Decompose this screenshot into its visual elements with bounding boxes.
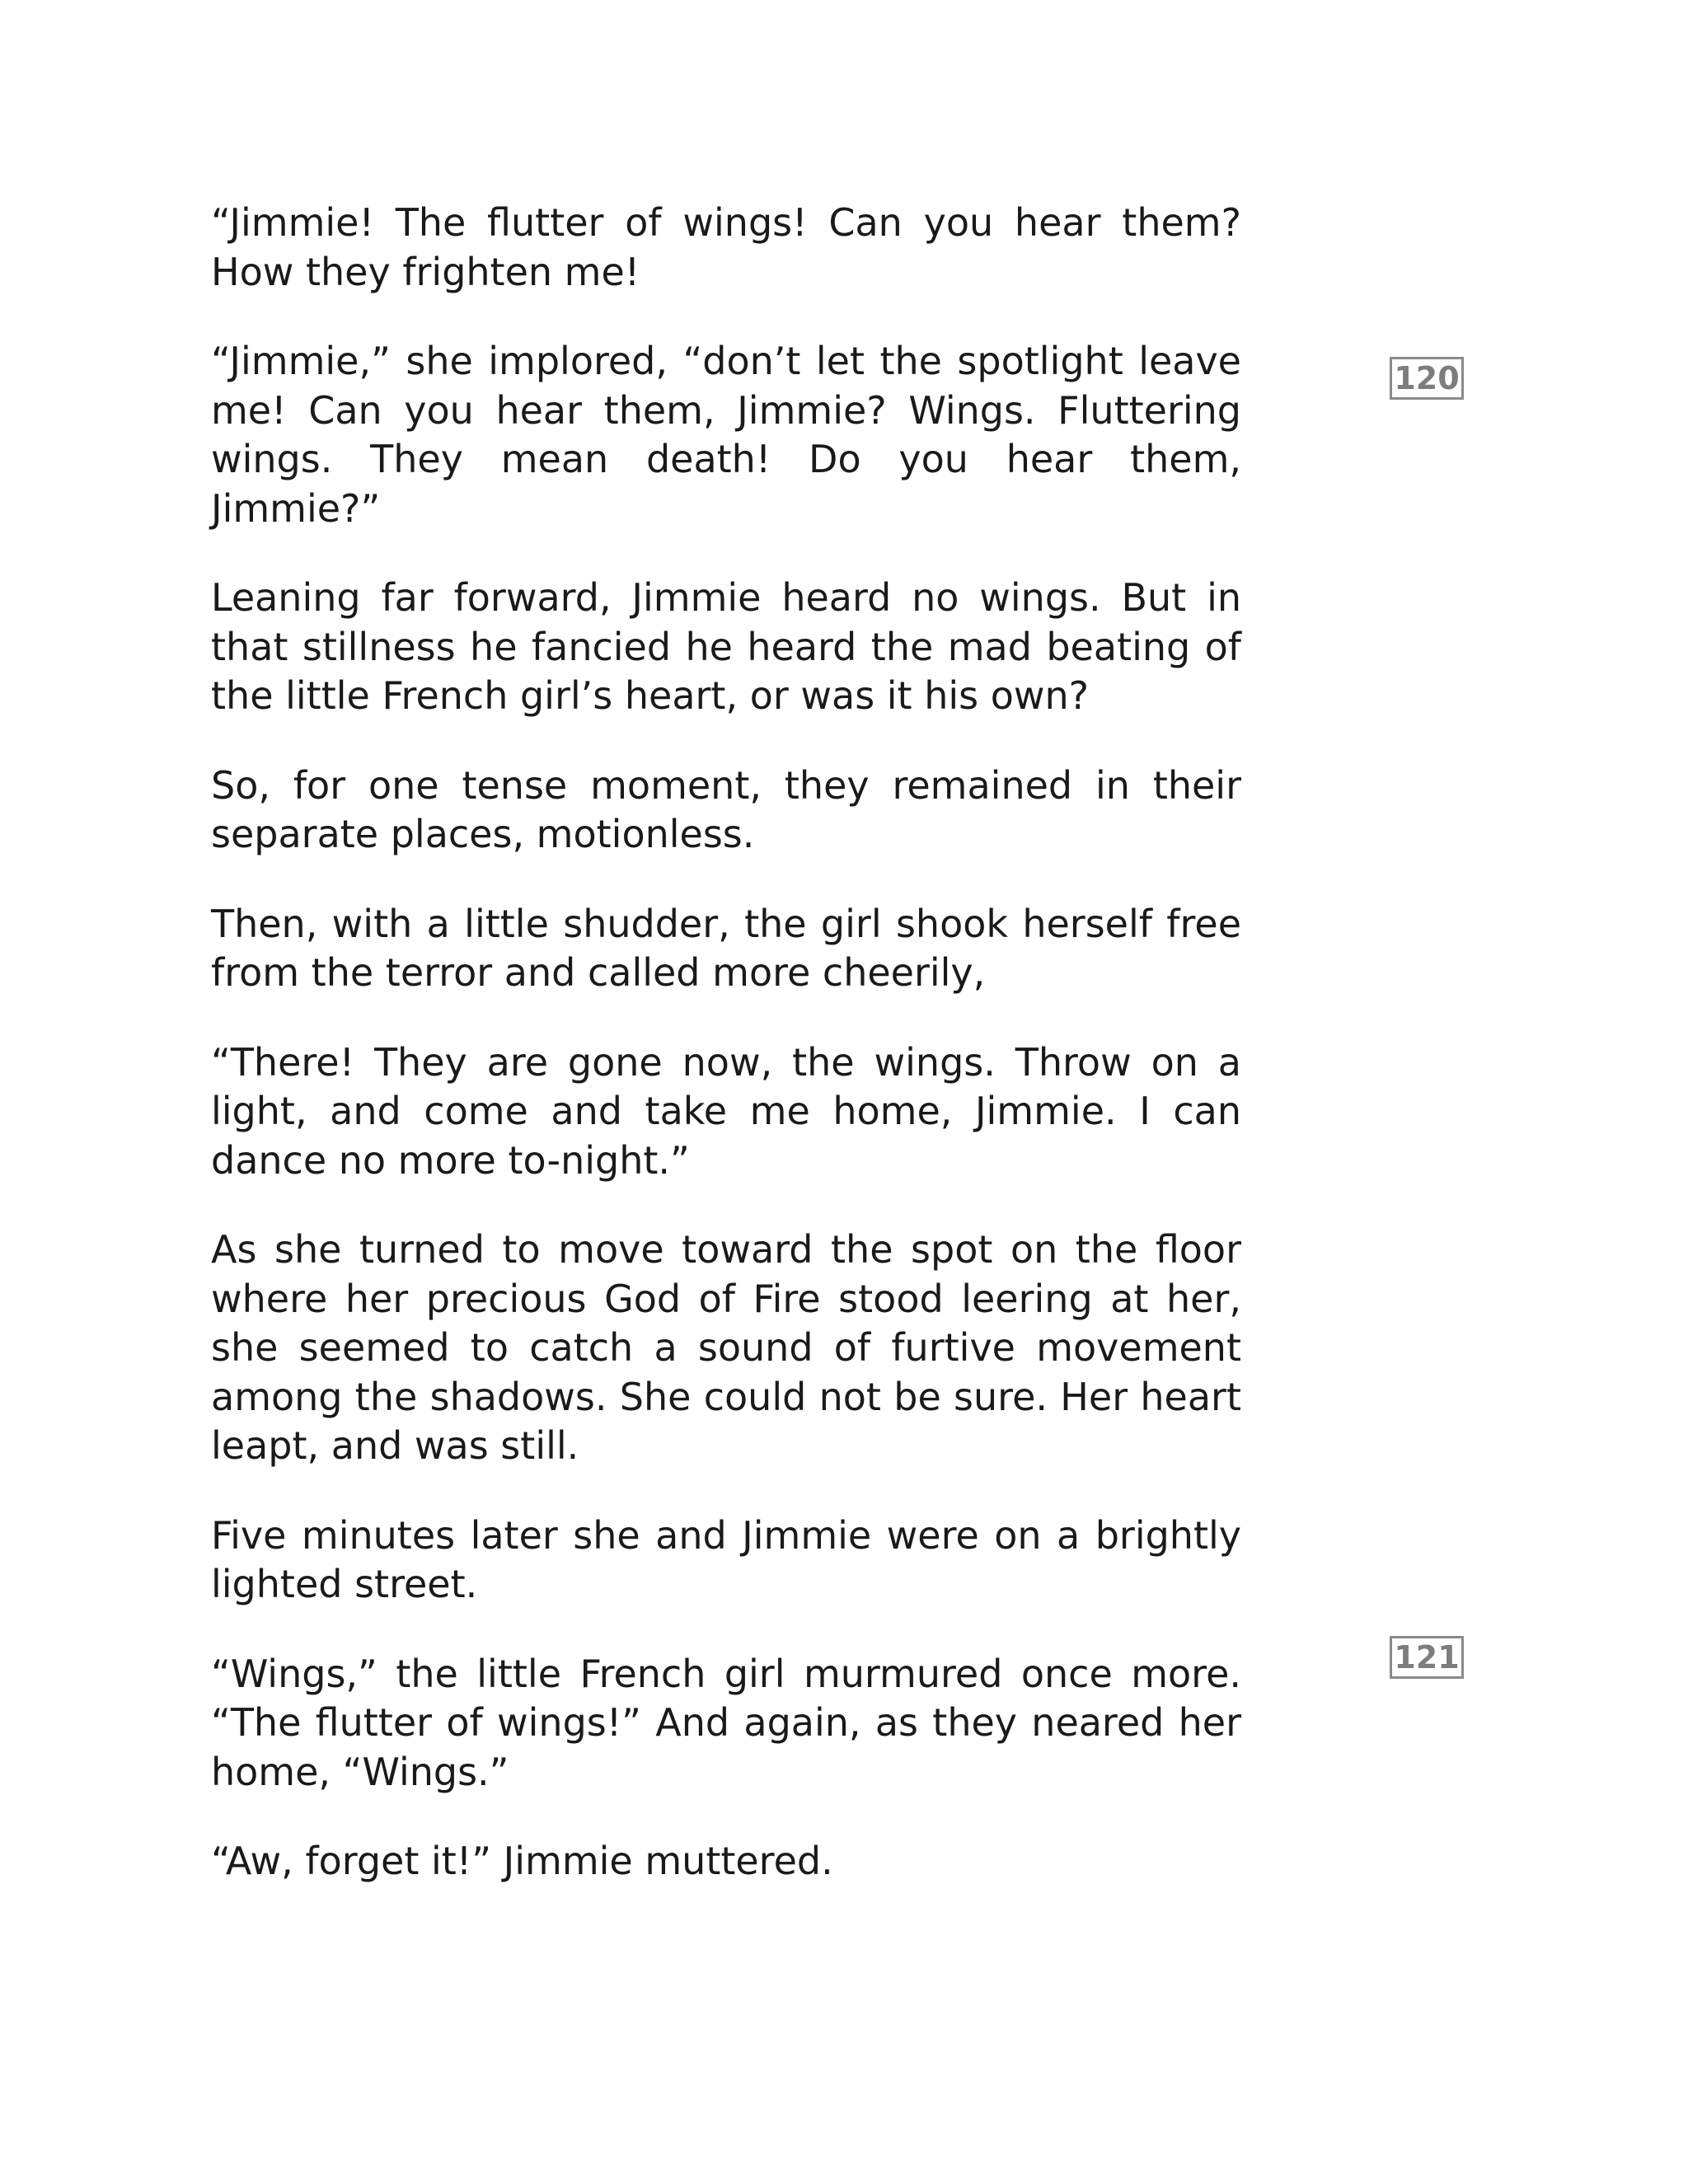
- paragraph: Five minutes later she and Jimmie were on a brightly lighted street.: [211, 1512, 1241, 1606]
- paragraph: So, for one tense moment, they remained in their separate places, motionless.: [211, 762, 1241, 856]
- paragraph: “There! They are gone now, the wings. Throw on a light, and come and take me home, Jimmie. I can dance no more to-night.”: [211, 1039, 1241, 1183]
- body-text: [211, 199, 1241, 1927]
- paragraph: “Jimmie,” she implored, “don’t let the spotlight leave me! Can you hear them, Jimmie? Wings. Fluttering wings. They mean death! Do you hear them, Jimmie?”: [211, 339, 1241, 531]
- paragraph: “Aw, forget it!” Jimmie muttered.: [211, 1839, 833, 1883]
- page-number-marker: 121: [1390, 1636, 1464, 1679]
- paragraph: As she turned to move toward the spot on the floor where her precious God of Fire stood leering at her, she seemed to catch a sound of furtive movement among the shadows. She could not be sure. Her heart leapt, and was still.: [211, 1227, 1241, 1468]
- paragraph: Leaning far forward, Jimmie heard no wings. But in that stillness he fancied he heard the mad beating of the little French girl’s heart, or was it his own?: [211, 575, 1241, 718]
- paragraph: “Jimmie! The flutter of wings! Can you hear them? How they frighten me!: [211, 200, 1241, 294]
- paragraph: Then, with a little shudder, the girl shook herself free from the terror and called more cheerily,: [211, 901, 1241, 995]
- paragraph: “Wings,” the little French girl murmured once more. “The flutter of wings!” And again, as they neared her home, “Wings.”: [211, 1651, 1241, 1794]
- page-number-marker: 120: [1390, 357, 1464, 400]
